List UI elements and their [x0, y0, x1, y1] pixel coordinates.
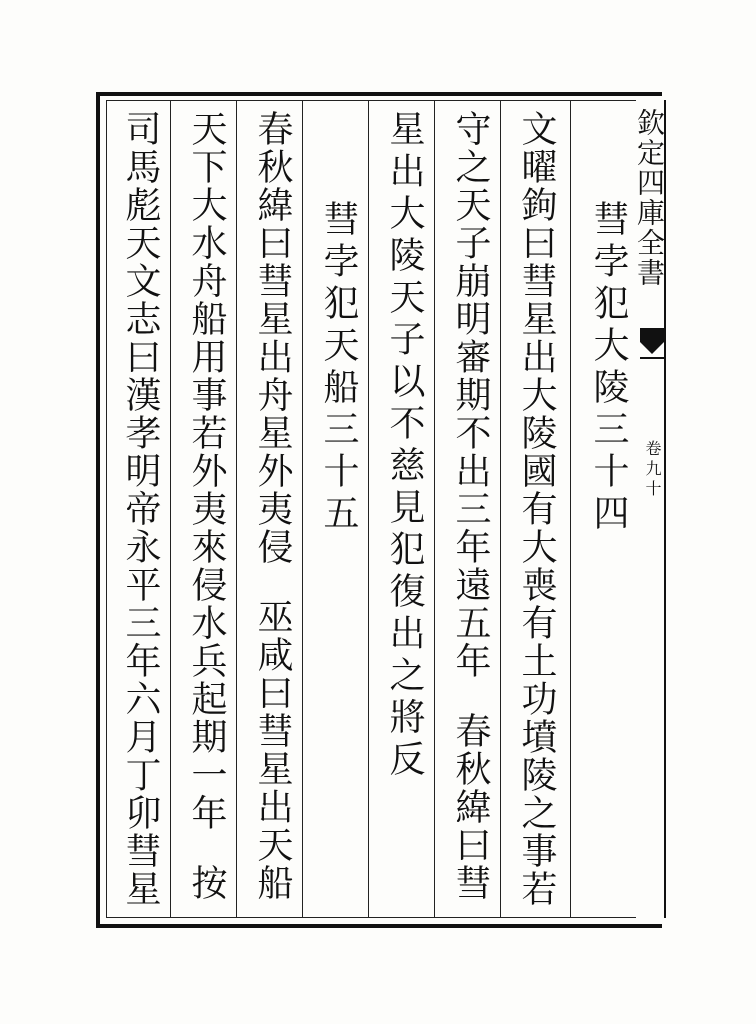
column-divider — [500, 100, 501, 918]
text-column-4 — [376, 110, 432, 782]
text-column-1 — [580, 200, 636, 536]
margin-juan-number: 卷九十 — [643, 440, 662, 500]
column-text: 星出大陵天子以不慈見犯復出之將反 — [384, 110, 425, 782]
column-text: 天下大水舟船用事若外夷來侵水兵起期一年 — [186, 110, 227, 832]
margin-book-title: 欽定四庫全書 — [633, 108, 666, 288]
column-divider — [302, 100, 303, 918]
section-heading: 彗孛犯大陵三十四 — [588, 200, 629, 536]
text-column-7 — [178, 110, 234, 902]
text-column-8 — [112, 110, 168, 908]
text-column-3 — [442, 110, 498, 902]
column-divider — [434, 100, 435, 918]
fish-tail-mark-icon — [640, 328, 664, 368]
column-divider — [570, 100, 571, 918]
column-divider — [236, 100, 237, 918]
text-column-6 — [244, 110, 300, 902]
text-column-5 — [310, 200, 366, 536]
column-text-continued: 春秋緯曰彗 — [450, 712, 491, 902]
column-divider — [170, 100, 171, 918]
column-text: 春秋緯曰彗星出舟星外夷侵 — [252, 110, 293, 566]
column-text-continued: 巫咸曰彗星出天船 — [252, 598, 293, 902]
column-text: 守之天子崩明審期不出三年遠五年 — [450, 110, 491, 680]
section-heading: 彗孛犯天船三十五 — [318, 200, 359, 536]
column-text-continued: 按 — [186, 864, 227, 902]
text-column-2 — [508, 110, 564, 908]
column-divider — [368, 100, 369, 918]
column-text: 司馬彪天文志曰漢孝明帝永平三年六月丁卯彗星 — [120, 110, 161, 908]
column-text: 文曜鉤曰彗星出大陵國有大喪有土功墳陵之事若 — [516, 110, 557, 908]
